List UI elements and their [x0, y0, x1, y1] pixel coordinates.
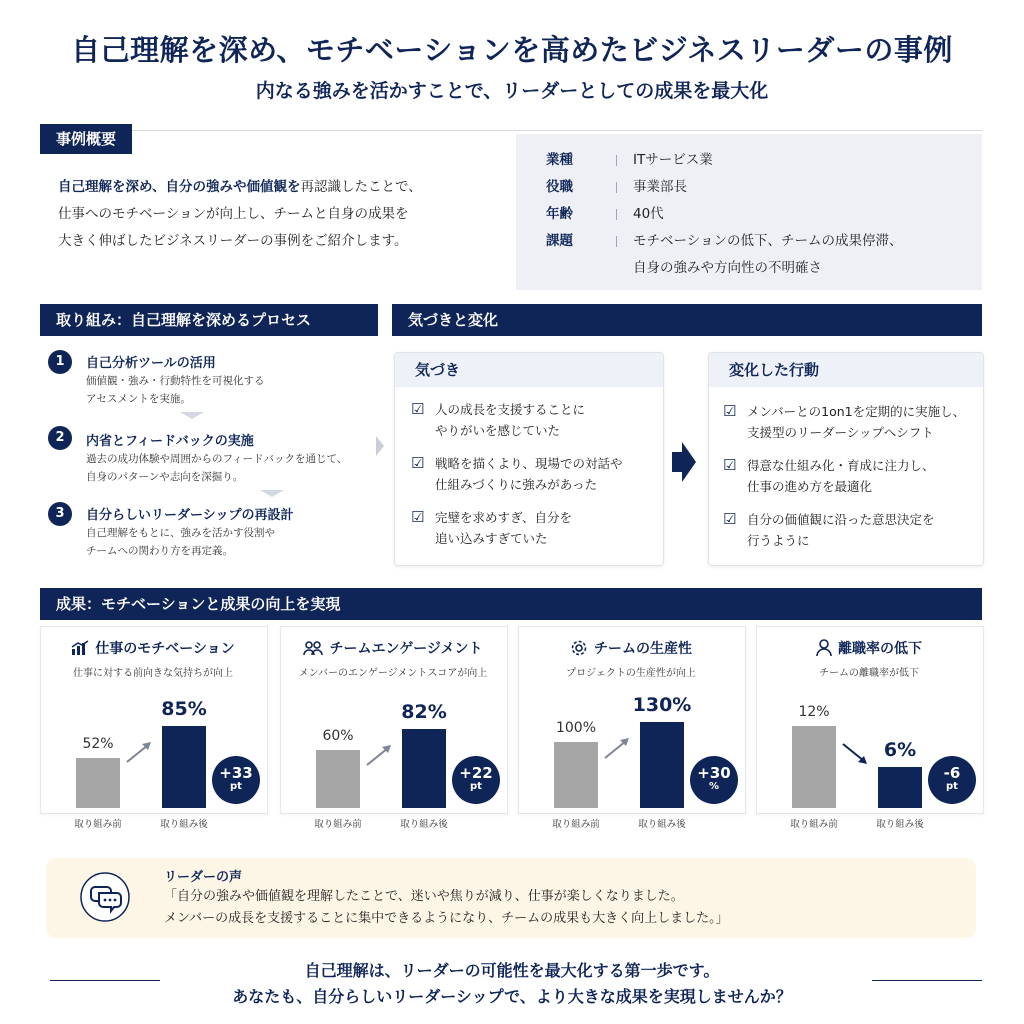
bar-before	[316, 750, 360, 808]
page-subtitle: 内なる強みを活かすことで、リーダーとしての成果を最大化	[255, 80, 769, 102]
awareness-card	[394, 352, 664, 566]
value-after: 130%	[632, 694, 692, 716]
divider	[40, 130, 982, 131]
profile-row	[516, 147, 982, 174]
metric-header	[518, 638, 744, 658]
trend-up-icon	[602, 736, 632, 762]
voice-quote	[164, 886, 729, 930]
value-before: 12%	[798, 704, 830, 720]
chevron-down-icon	[260, 490, 284, 497]
item-line: 戦略を描くより、現場での対話や	[435, 456, 623, 471]
check-icon: ☑	[411, 454, 425, 472]
profile-value-extra: 自身の強みや方向性の不明確さ	[633, 260, 822, 276]
trend-down-icon	[840, 740, 870, 766]
bar-after	[402, 729, 446, 808]
change-header: 気づきと変化	[392, 304, 982, 336]
delta-badge	[928, 756, 976, 804]
bar-before	[792, 726, 836, 808]
label-after: 取り組み後	[876, 819, 924, 830]
delta-value: -6	[943, 764, 961, 782]
bar-after	[878, 767, 922, 808]
chat-bubble-icon	[80, 872, 130, 922]
item-line: 得意な仕組み化・育成に注力し、	[747, 458, 935, 473]
awareness-item	[411, 507, 663, 549]
profile-key: 課題	[546, 233, 573, 249]
step-desc-line: アセスメントを実施。	[86, 393, 191, 405]
overview-line3: 大きく伸ばしたビジネスリーダーの事例をご紹介します。	[58, 233, 408, 249]
process-steps	[40, 340, 376, 570]
profile-value: 事業部長	[633, 179, 687, 195]
item-line: 仕組みづくりに強みがあった	[435, 477, 598, 492]
profile-value: 40代	[633, 206, 664, 222]
check-icon: ☑	[723, 510, 737, 528]
bar-before	[554, 742, 598, 808]
label-before: 取り組み前	[74, 819, 122, 830]
delta-unit: pt	[470, 781, 482, 792]
step-desc-line: 自己理解をもとに、強みを活かす役割や	[86, 527, 275, 539]
closing-line1: 自己理解は、リーダーの可能性を最大化する第一歩です。	[304, 961, 720, 980]
step-desc-line: 過去の成功体験や周囲からのフィードバックを通じて、	[86, 453, 348, 465]
overview-line2: 仕事へのモチベーションが向上し、チームと自身の成果を	[58, 206, 409, 222]
delta-value: +30	[697, 764, 731, 782]
delta-unit: pt	[946, 781, 958, 792]
step-desc	[86, 524, 275, 560]
item-line: 仕事の進め方を最適化	[747, 479, 873, 494]
page-title: 自己理解を深め、モチベーションを高めたビジネスリーダーの事例	[71, 33, 953, 67]
process-header: 取り組み：自己理解を深めるプロセス	[40, 304, 378, 336]
profile-key: 役職	[546, 179, 573, 195]
step-number: 1	[48, 350, 72, 374]
check-icon: ☑	[723, 402, 737, 420]
step-desc-line: 自身のパターンや志向を深掘り。	[86, 471, 244, 483]
item-line: 完璧を求めすぎ、自分を	[435, 510, 573, 525]
profile-separator	[616, 236, 617, 247]
check-icon: ☑	[723, 456, 737, 474]
delta-badge	[452, 756, 500, 804]
metric-title: 仕事のモチベーション	[95, 641, 235, 657]
label-after: 取り組み後	[160, 819, 208, 830]
step-desc-line: 価値観・強み・行動特性を可視化する	[86, 375, 265, 387]
bar-after	[162, 726, 206, 808]
profile-row	[516, 255, 982, 282]
chevron-right-icon	[376, 436, 384, 456]
metric-header	[280, 638, 506, 658]
results-header: 成果：モチベーションと成果の向上を実現	[40, 588, 982, 620]
action-card	[708, 352, 984, 566]
metric-subtitle: メンバーのエンゲージメントスコアが向上	[298, 668, 488, 679]
gear-icon	[570, 639, 588, 657]
metric-header	[40, 638, 266, 658]
chevron-down-icon	[180, 412, 204, 419]
awareness-item	[411, 399, 663, 441]
overview-highlight: 自己理解を深め、自分の強みや価値観を	[58, 179, 301, 195]
profile-separator	[616, 155, 617, 166]
action-item	[723, 509, 983, 551]
label-before: 取り組み前	[790, 819, 838, 830]
step-desc-line: チームへの関わり方を再定義。	[86, 545, 233, 557]
delta-value: +33	[219, 764, 253, 782]
value-after: 6%	[883, 739, 917, 761]
metric-header	[756, 638, 982, 658]
action-item	[723, 455, 983, 497]
trend-up-icon	[124, 740, 154, 766]
overview-tab: 事例概要	[40, 124, 132, 154]
metric-subtitle: プロジェクトの生産性が向上	[566, 668, 696, 679]
delta-badge	[690, 756, 738, 804]
label-after: 取り組み後	[638, 819, 686, 830]
action-title: 変化した行動	[709, 353, 983, 387]
metric-subtitle: 仕事に対する前向きな気持ちが向上	[73, 668, 233, 679]
metric-title: チームエンゲージメント	[329, 641, 483, 657]
item-line: メンバーとの1on1を定期的に実施し、	[747, 404, 966, 419]
profile-key: 年齢	[546, 206, 573, 222]
person-icon	[816, 639, 832, 657]
awareness-title: 気づき	[395, 353, 663, 387]
delta-badge	[212, 756, 260, 804]
step-title: 自分らしいリーダーシップの再設計	[86, 508, 294, 523]
metric-subtitle: チームの離職率が低下	[819, 668, 919, 679]
step-number: 3	[48, 502, 72, 526]
delta-value: +22	[459, 764, 493, 782]
label-after: 取り組み後	[400, 819, 448, 830]
metric-title: チームの生産性	[594, 641, 692, 657]
check-icon: ☑	[411, 400, 425, 418]
label-before: 取り組み前	[552, 819, 600, 830]
action-item	[723, 401, 983, 443]
step-number: 2	[48, 426, 72, 450]
profile-separator	[616, 209, 617, 220]
delta-unit: %	[708, 781, 720, 792]
bar-before	[76, 758, 120, 808]
step-title: 自己分析ツールの活用	[86, 356, 216, 371]
item-line: 追い込みすぎていた	[435, 531, 548, 546]
step-desc	[86, 372, 265, 408]
voice-title: リーダーの声	[164, 870, 243, 885]
value-before: 60%	[322, 728, 354, 744]
closing-line2: あなたも、自分らしいリーダーシップで、より大きな成果を実現しませんか？	[232, 987, 792, 1006]
item-line: 行うように	[747, 533, 810, 548]
profile-box	[516, 134, 982, 290]
delta-unit: pt	[230, 781, 242, 792]
item-line: 人の成長を支援することに	[435, 402, 586, 417]
people-icon	[303, 640, 323, 656]
value-after: 85%	[161, 698, 207, 720]
step-title: 内省とフィードバックの実施	[86, 434, 254, 449]
awareness-item	[411, 453, 663, 495]
bar-after	[640, 722, 684, 808]
profile-row	[516, 201, 982, 228]
overview-text	[58, 174, 498, 255]
item-line: やりがいを感じていた	[435, 423, 561, 438]
item-line: 支援型のリーダーシップへシフト	[747, 425, 934, 440]
bar-chart-icon	[71, 640, 89, 656]
profile-row	[516, 228, 982, 255]
profile-value: ITサービス業	[633, 152, 713, 168]
overview-line1-rest: 再認識したことで、	[300, 179, 422, 195]
voice-line: メンバーの成長を支援することに集中できるようになり、チームの成果も大きく向上しました。」	[164, 911, 729, 926]
metric-title: 離職率の低下	[838, 641, 922, 657]
profile-row	[516, 174, 982, 201]
item-line: 自分の価値観に沿った意思決定を	[747, 512, 935, 527]
trend-up-icon	[364, 743, 394, 769]
label-before: 取り組み前	[314, 819, 362, 830]
step-desc	[86, 450, 347, 486]
voice-line: 「自分の強みや価値観を理解したことで、迷いや焦りが減り、仕事が楽しくなりました。	[164, 889, 684, 904]
value-before: 52%	[82, 736, 114, 752]
check-icon: ☑	[411, 508, 425, 526]
voice-box	[46, 858, 976, 938]
profile-key-empty	[516, 255, 616, 282]
profile-value: モチベーションの低下、チームの成果停滞、	[633, 233, 903, 249]
profile-spacer	[616, 255, 633, 282]
arrow-right-icon	[672, 440, 696, 484]
value-after: 82%	[401, 701, 447, 723]
profile-key: 業種	[546, 152, 573, 168]
profile-separator	[616, 182, 617, 193]
value-before: 100%	[555, 720, 597, 736]
